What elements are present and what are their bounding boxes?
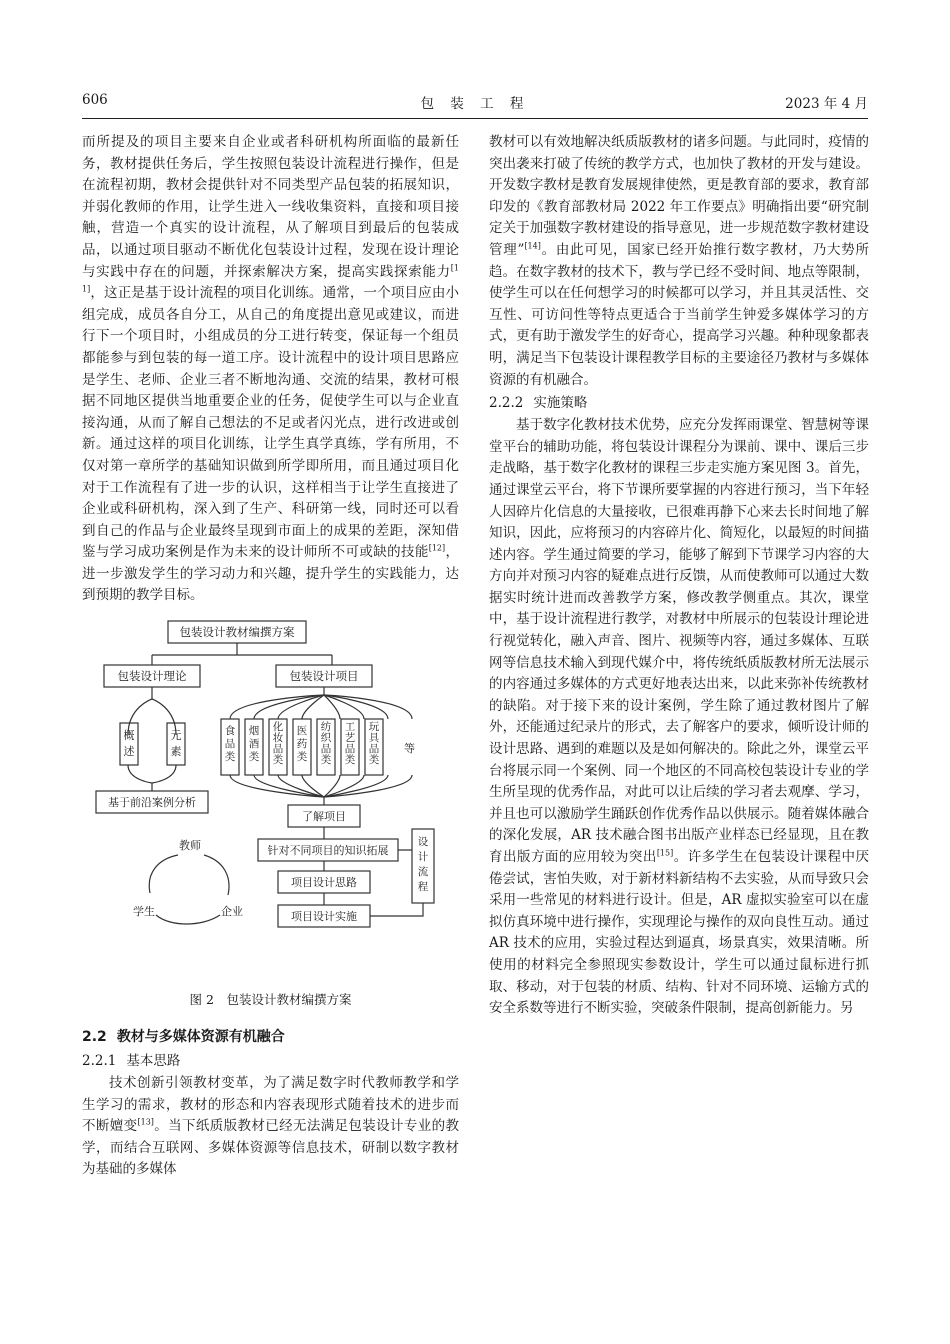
svg-text:设: 设 <box>417 836 429 849</box>
right-paragraph-1: 教材可以有效地解决纸质版教材的诸多问题。与此同时，疫情的突出袭来打破了传统的教学方式，也加快了教材的开发与建设。开发数字教材是教育发展规律使然，更是教育部的要求，教育部印发的《教育部教材局 2022 年工作要点》明确指出要“研究制定关于加强数字教材建设的指导意见，进一步规范数字教材建设管理”[14]。由此可见，国家已经开始推行数字教材，乃大势所趋。在数字教材的技术下，教与学已经不受时间、地点等限制，使学生可以在任何想学习的时候都可以学习，并且其灵活性、交互性、可访问性等特点更适合于当前学生钟爱多媒体学习的方式，更有助于激发学生的好奇心，提高学习兴趣。种种现象都表明，满足当下包装设计课程教学目标的主要途径乃教材与多媒体资源的有机融合。 <box>489 134 869 388</box>
citation-11: [11] <box>82 263 459 294</box>
cat-food-1: 食 <box>224 725 236 738</box>
top-box-label: 包装设计教材编撰方案 <box>179 625 295 640</box>
etc-label: 等 <box>404 742 415 756</box>
element-label-2: 素 <box>170 745 182 759</box>
element-label-1: 元 <box>170 729 182 743</box>
cat-toy-2: 具 <box>368 732 380 745</box>
section-2-2-2-heading: 2.2.2 实施策略 <box>489 395 588 412</box>
overview-label-1: 概 <box>123 729 135 743</box>
header-rule <box>82 118 868 119</box>
svg-text:计: 计 <box>417 851 429 864</box>
cat-cosm-2: 妆 <box>272 732 284 745</box>
step-3-label: 项目设计思路 <box>291 876 357 890</box>
citation-12: [12] <box>428 543 446 553</box>
frontier-label: 基于前沿案例分析 <box>108 796 196 810</box>
citation-15: [15] <box>656 848 674 858</box>
cat-tex-1: 纺 <box>320 721 332 734</box>
citation-13: [13] <box>137 1117 154 1127</box>
theory-label: 包装设计理论 <box>117 669 187 684</box>
left-paragraph-2: 技术创新引领教材变革，为了满足数字时代教师教学和学生学习的需求，教材的形态和内容表现形式随着技术的进步而不断嬗变[13]。当下纸质版教材已经无法满足包装设计专业的教学，而结合互联网、多媒体资源等信息技术，研制以数字教材为基础的多媒体 <box>82 1075 460 1178</box>
section-2-2-heading: 2.2 教材与多媒体资源有机融合 <box>82 1029 285 1046</box>
enterprise-label: 企业 <box>221 905 243 919</box>
cat-cosm-4: 类 <box>272 754 284 767</box>
cat-craft-4: 类 <box>344 754 356 767</box>
cat-tex-2: 织 <box>320 732 332 745</box>
cat-tex-3: 品 <box>320 743 332 756</box>
issue-date: 2023 年 4 月 <box>785 96 868 112</box>
cat-craft-1: 工 <box>344 721 356 734</box>
step-1-label: 了解项目 <box>302 810 346 824</box>
cat-craft-3: 品 <box>344 743 356 756</box>
step-2-label: 针对不同项目的知识拓展 <box>267 844 389 858</box>
running-header <box>82 92 868 118</box>
page-number: 606 <box>82 92 108 108</box>
cat-tobacco-1: 烟 <box>248 725 260 738</box>
cat-med-2: 药 <box>296 738 308 751</box>
project-label: 包装设计项目 <box>289 669 359 684</box>
right-column <box>489 132 869 1020</box>
design-flow-label <box>418 836 429 893</box>
cat-food-2: 品 <box>224 738 236 751</box>
cat-craft-2: 艺 <box>344 732 356 745</box>
svg-text:流: 流 <box>417 866 429 879</box>
cat-med-1: 医 <box>296 725 308 738</box>
cat-tex-4: 类 <box>320 754 332 767</box>
figure-2 <box>82 615 459 985</box>
cat-toy-4: 类 <box>368 754 380 767</box>
svg-text:程: 程 <box>417 881 429 894</box>
cat-toy-1: 玩 <box>368 721 380 734</box>
left-paragraph-1: 而所提及的项目主要来自企业或者科研机构所面临的最新任务，教材提供任务后，学生按照包装设计流程进行操作，但是在流程初期，教材会提供针对不同类型产品包装的拓展知识，并弱化教师的作用，让学生进入一线收集资料，直接和项目接触，营造一个真实的设计流程，从了解项目到最后的包装成品，以通过项目驱动不断优化包装设计过程，发现在设计理论与实践中存在的问题，并探索解决方案，提高实践探索能力[11]，这正是基于设计流程的项目化训练。通常，一个项目应由小组完成，成员各自分工，从自己的角度提出意见或建议，而进行下一个项目时，小组成员的分工进行转变，保证每一个组员都能参与到包装的每一道工序。设计流程中的设计项目思路应是学生、老师、企业三者不断地沟通、交流的结果，教材可根据不同地区提供当地重要企业的任务，促使学生可以与企业直接沟通，从而了解自己想法的不足或者闪光点，进行改进或创新。通过这样的项目化训练，让学生真学真练，学有所用，不仅对第一章所学的基础知识做到所学即所用，而且通过项目化对于工作流程有了进一步的认识，这样相当于让学生直接进了企业或科研机构，深入到了生产、科研第一线，同时还可以看到自己的作品与企业最终呈现到市面上的成果的差距，深知借鉴与学习成功案例是作为未来的设计师所不可或缺的技能[12]，进一步激发学生的学习动力和兴趣，提升学生的实践能力，达到预期的教学目标。 <box>82 134 460 604</box>
figure-2-caption: 图 2 包装设计教材编撰方案 <box>189 992 352 1008</box>
right-paragraph-2: 基于数字化教材技术优势，应充分发挥雨课堂、智慧树等课堂平台的辅助功能，将包装设计课程分为课前、课中、课后三步走战略，基于数字化教材的课程三步走实施方案见图 3。首先，通过课堂云平台，将下节课所要掌握的内容进行预习，当下年轻人因碎片化信息的大量接收，已很难再静下心来去长时间地了解知识，因此，应将预习的内容碎片化、简短化，以最短的时间描述内容。学生通过简要的学习，能够了解到下节课学习内容的大方向并对预习内容的疑难点进行反馈，从而使教师可以通过大数据实时统计进而改善教学方案，修改教学侧重点。其次，课堂中，基于设计流程进行教学，对教材中所展示的包装设计理论进行视觉转化，融入声音、图片、视频等内容，通过多媒体、互联网等信息技术输入到现代媒介中，将传统纸质版教材所无法展示的内容通过多媒体的方式更好地表达出来，以此来弥补传统教材的缺陷。对于接下来的设计案例，学生除了通过教材图片了解外，还能通过纪录片的形式，去了解客户的要求，倾听设计师的设计思路、遇到的难题以及是如何解决的。除此之外，课堂云平台将展示同一个案例、同一个地区的不同高校包装设计专业的学生所呈现的优秀作品，对此可以让后续的学习者去观摩、学习，并且也可以激励学生踊跃创作优秀作品以供展示。随着媒体融合的深化发展，AR 技术融合图书出版产业样态已经显现，且在教育出版方面的应用较为突出[15]。许多学生在包装设计课程中厌倦尝试，害怕失败，对于新材料新结构不去实验，从而导致只会采用一些常见的材料进行设计。但是，AR 虚拟实验室可以在虚拟仿真环境中进行操作，实现理论与操作的双向良性互动。通过 AR 技术的应用，实验过程达到逼真，场景真实，效果清晰。所使用的材料完全参照现实参数设计，学生可以通过鼠标进行抓取、移动，对于包装的材质、结构、针对不同环境、运输方式的安全系数等进行不断实验，突破条件限制，提高创新能力。另 <box>489 417 870 1017</box>
figure-2-diagram <box>82 615 459 985</box>
citation-14: [14] <box>524 241 541 251</box>
category-labels <box>225 720 380 766</box>
cat-med-3: 类 <box>296 751 308 764</box>
cat-food-3: 类 <box>224 751 236 764</box>
step-4-label: 项目设计实施 <box>291 910 357 924</box>
cat-cosm-1: 化 <box>272 721 284 734</box>
overview-label-2: 述 <box>123 745 135 759</box>
cat-tobacco-2: 酒 <box>248 738 260 751</box>
cat-toy-3: 品 <box>368 743 380 756</box>
cat-cosm-3: 品 <box>272 743 284 756</box>
section-2-2-1-heading: 2.2.1 基本思路 <box>82 1053 181 1070</box>
left-column <box>82 132 459 1181</box>
cat-tobacco-3: 类 <box>248 751 260 764</box>
teacher-label: 教师 <box>179 839 201 853</box>
student-label: 学生 <box>133 905 155 919</box>
journal-title: 包 装 工 程 <box>420 96 530 112</box>
